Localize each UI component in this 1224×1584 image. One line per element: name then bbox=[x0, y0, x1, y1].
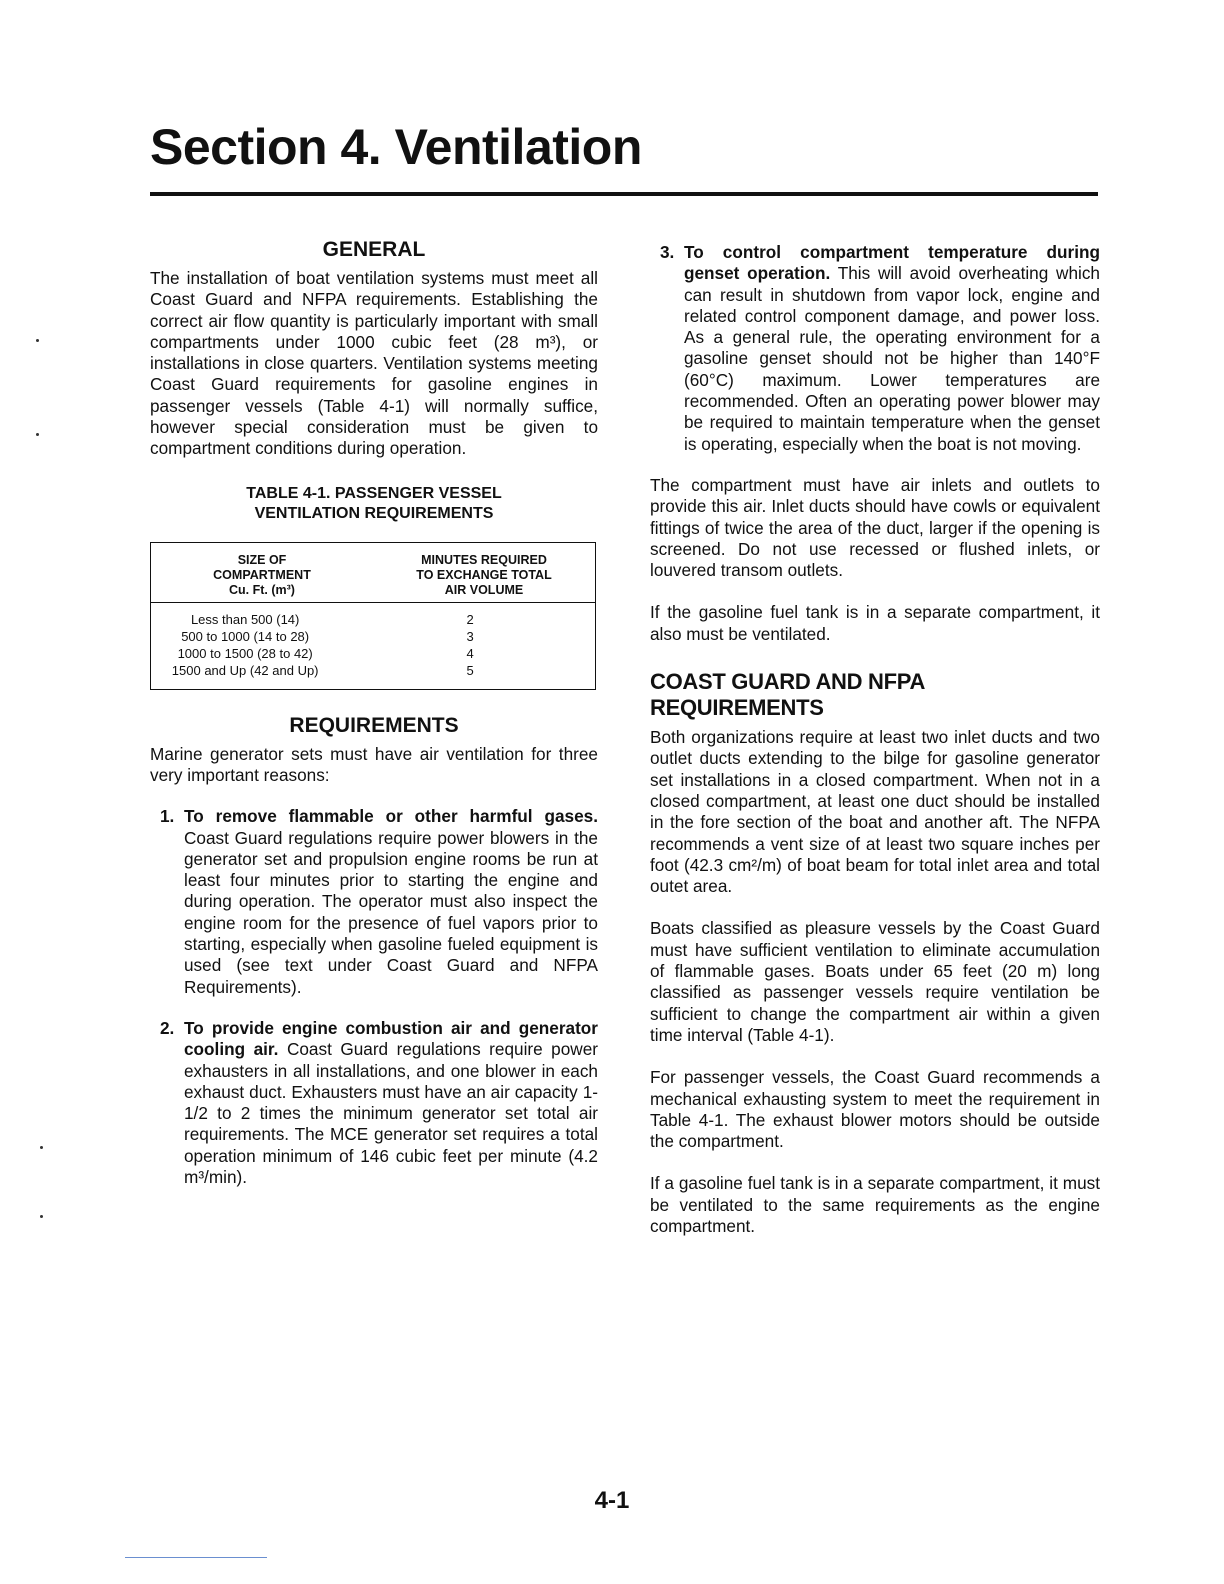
list-item-number: 3. bbox=[660, 242, 675, 262]
coast-guard-heading: COAST GUARD AND NFPA REQUIREMENTS bbox=[650, 669, 925, 721]
list-item-number: 1. bbox=[160, 806, 175, 827]
header-size-line1: SIZE OF bbox=[237, 552, 287, 567]
table-cell-size: 1500 and Up (42 and Up) bbox=[171, 662, 319, 678]
table-cell-minutes: 2 bbox=[466, 611, 474, 627]
general-heading: GENERAL bbox=[322, 238, 426, 261]
general-paragraph: The installation of boat ventilation systems must meet all Coast Guard and NFPA requirements. Establishing the correct air flow quantity is particularly important with small compartments under 1000 cubic feet (28 m³), or installations in close quarters. Ventilation systems meeting Coast Guard requirements for gasoline engines in passenger vessels (Table 4-1) will normally suffice, however special consideration must be given to compartment conditions during operation. bbox=[150, 268, 598, 459]
list-item-body: Coast Guard regulations require power exhausters in all installations, and one blower in each exhaust duct. Exhausters must have an air capacity 1-1/2 to 2 times the minimum generator set total air requirements. The MCE generator set requires a total operation minimum of 146 cubic feet per minute (4.2 m³/min). bbox=[184, 1039, 598, 1188]
bottom-edge-line bbox=[125, 1557, 267, 1558]
table-cell-minutes: 3 bbox=[466, 628, 474, 644]
table-row bbox=[151, 645, 595, 662]
table-cell-minutes: 5 bbox=[466, 662, 474, 678]
requirements-list-continued bbox=[650, 242, 1100, 455]
table-caption bbox=[150, 484, 598, 524]
header-size-line3: Cu. Ft. (m³) bbox=[229, 582, 295, 597]
requirements-intro: Marine generator sets must have air ventilation for three very important reasons: bbox=[150, 743, 598, 785]
table-row bbox=[151, 628, 595, 645]
list-item bbox=[650, 242, 1100, 455]
tank-paragraph: If the gasoline fuel tank is in a separate compartment, it also must be ventilated. bbox=[650, 602, 1100, 644]
list-item bbox=[150, 1018, 598, 1188]
table-body bbox=[151, 603, 595, 689]
coast-guard-paragraph-3: For passenger vessels, the Coast Guard recommends a mechanical exhausting system to meet the requirement in Table 4-1. The exhaust blower motors should be outside the compartment. bbox=[650, 1067, 1100, 1152]
scan-speck bbox=[40, 1146, 43, 1149]
right-column bbox=[650, 238, 1100, 1237]
table-row bbox=[151, 662, 595, 679]
title-rule bbox=[150, 192, 1098, 196]
list-item-body: This will avoid overheating which can result in shutdown from vapor lock, engine and related control component damage, and power loss. As a general rule, the operating environment for a gasoline genset should not be higher than 140°F (60°C) maximum. Lower temperatures are recommended. Often an operating power blower may be required to maintain temperature when the genset is operating, especially when the boat is not moving. bbox=[684, 263, 1100, 454]
table-cell-size: Less than 500 (14) bbox=[190, 611, 300, 627]
header-minutes-line1: MINUTES REQUIRED bbox=[421, 552, 547, 567]
scan-speck bbox=[36, 339, 39, 342]
header-minutes-line2: TO EXCHANGE TOTAL bbox=[416, 567, 552, 582]
table-cell-minutes: 4 bbox=[466, 645, 474, 661]
page-number: 4-1 bbox=[594, 1487, 630, 1514]
scan-speck bbox=[40, 1215, 43, 1218]
page-title: Section 4. Ventilation bbox=[150, 119, 642, 175]
list-item-lead: To remove flammable or other harmful gases. bbox=[184, 806, 598, 827]
header-size-line2: COMPARTMENT bbox=[213, 567, 311, 582]
table-caption-line1: TABLE 4-1. PASSENGER VESSEL bbox=[246, 484, 502, 502]
list-item-body: Coast Guard regulations require power blowers in the generator set and propulsion engine rooms be run at least four minutes prior to starting the engine and during operation. The operator must also inspect the engine room for the presence of fuel vapors prior to starting, especially when gasoline fueled equipment is used (see text under Coast Guard and NFPA Requirements). bbox=[184, 827, 598, 997]
list-item-text bbox=[184, 1018, 598, 1188]
table-cell-size: 1000 to 1500 (28 to 42) bbox=[177, 645, 313, 661]
table-caption-line2: VENTILATION REQUIREMENTS bbox=[254, 504, 494, 522]
list-item-lead: To control compartment temperature during genset operation. bbox=[684, 242, 1100, 284]
coast-guard-paragraph-4: If a gasoline fuel tank is in a separate compartment, it must be ventilated to the same requirements as the engine compartment. bbox=[650, 1173, 1100, 1236]
list-item-lead: To provide engine combustion air and generator cooling air. bbox=[184, 1017, 598, 1060]
list-item-text bbox=[184, 806, 598, 998]
table-header-size bbox=[151, 553, 373, 598]
table-header-minutes bbox=[373, 553, 595, 598]
requirements-list bbox=[150, 806, 598, 1188]
table-cell-size: 500 to 1000 (14 to 28) bbox=[181, 628, 310, 644]
table-header bbox=[151, 543, 595, 603]
list-item-number: 2. bbox=[160, 1017, 175, 1038]
coast-guard-paragraph-1: Both organizations require at least two inlet ducts and two outlet ducts extending to the bilge for gasoline generator set installations in a closed compartment. When not in a closed compartment, at least one duct should be installed in the fore section of the boat and another aft. The NFPA recommends a vent size of at least two square inches per foot (42.3 cm²/m) of boat beam for total inlet area and total outet area. bbox=[650, 727, 1100, 897]
scan-speck bbox=[36, 433, 39, 436]
coast-guard-paragraph-2: Boats classified as pleasure vessels by the Coast Guard must have sufficient ventilation to eliminate accumulation of flammable gases. Boats under 65 feet (20 m) long classified as passenger vessels require ventilation be sufficient to change the compartment air within a given time interval (Table 4-1). bbox=[650, 918, 1100, 1045]
list-item bbox=[150, 806, 598, 998]
inlets-paragraph: The compartment must have air inlets and outlets to provide this air. Inlet ducts should have cowls or equivalent fittings of twice the area of the duct, larger if the opening is screened. Do not use recessed or flushed inlets, or louvered transom outlets. bbox=[650, 474, 1100, 581]
ventilation-table bbox=[150, 542, 596, 690]
list-item-text bbox=[684, 242, 1100, 455]
requirements-heading: REQUIREMENTS bbox=[289, 713, 459, 737]
left-column bbox=[150, 238, 598, 1208]
table-row bbox=[151, 611, 595, 628]
header-minutes-line3: AIR VOLUME bbox=[444, 582, 524, 597]
